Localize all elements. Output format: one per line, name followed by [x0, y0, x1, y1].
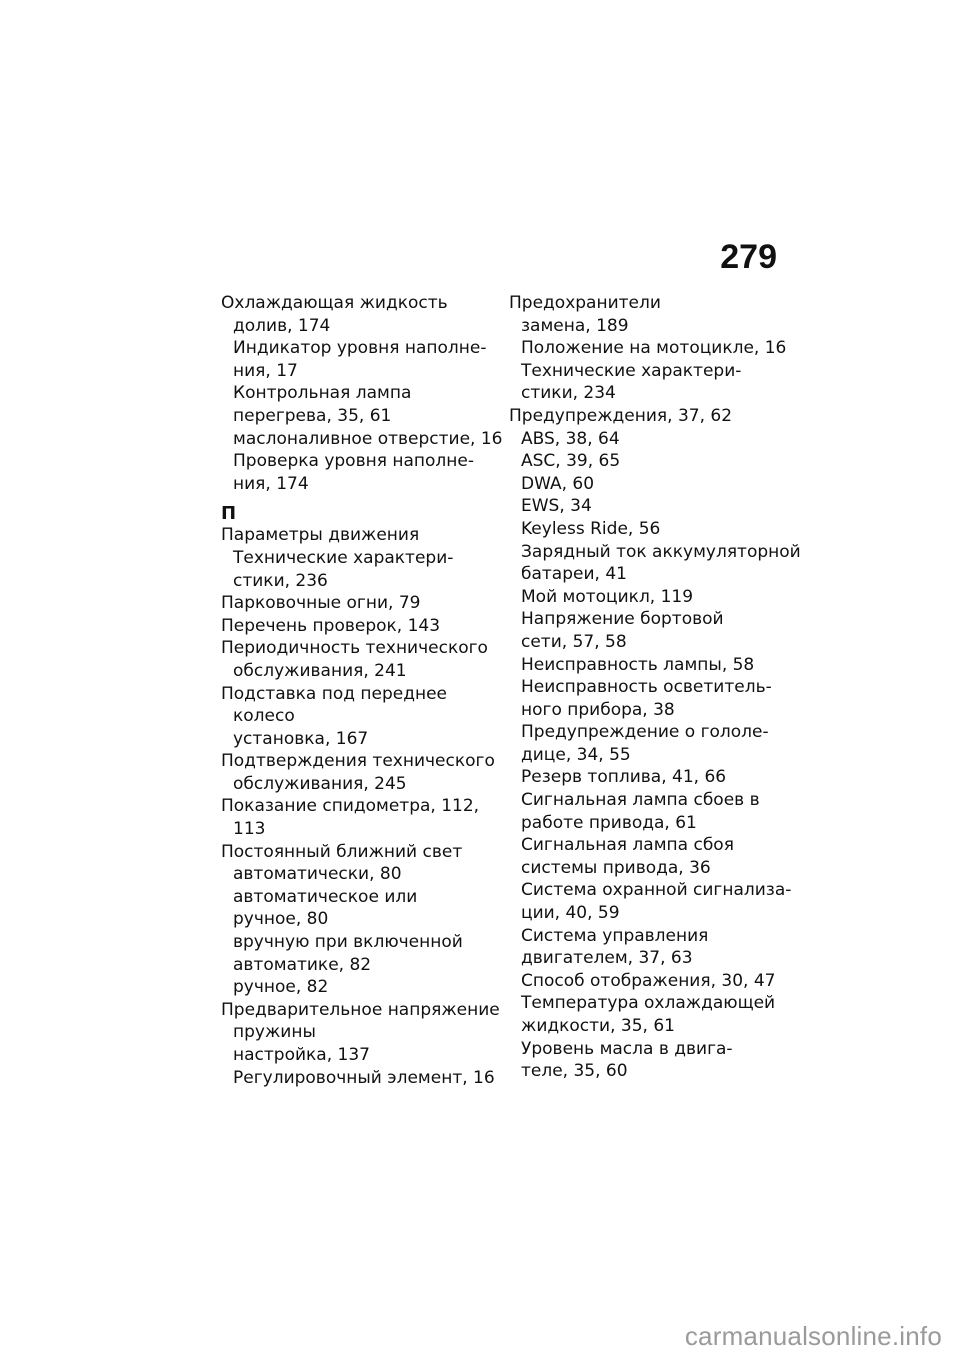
- index-subentry: 113: [233, 819, 266, 840]
- index-subentry: стики, 234: [521, 383, 616, 404]
- index-subentry: обслуживания, 245: [233, 773, 407, 794]
- section-letter-heading: П: [221, 503, 237, 525]
- index-column-right: [509, 292, 801, 1083]
- index-subentry: ного прибора, 38: [521, 699, 675, 720]
- index-subentry: дице, 34, 55: [521, 744, 631, 765]
- index-subentry: жидкости, 35, 61: [521, 1016, 675, 1036]
- index-entry: Предупреждения, 37, 62: [509, 405, 733, 426]
- index-entry: Предварительное напряжение: [221, 999, 500, 1020]
- index-entry: Показание спидометра, 112,: [221, 796, 480, 817]
- index-subentry: ручное, 82: [233, 977, 329, 998]
- index-subentry: Проверка уровня наполне-: [233, 451, 474, 472]
- index-entry: Перечень проверок, 143: [221, 615, 441, 636]
- watermark-text: carmanualsonline.info: [684, 1321, 942, 1351]
- index-subentry: Технические характери-: [521, 360, 742, 381]
- index-subentry: Сигнальная лампа сбоев в: [521, 790, 760, 811]
- index-subentry: автоматике, 82: [233, 954, 372, 975]
- index-subentry: двигателем, 37, 63: [521, 948, 693, 969]
- index-entry: Подтверждения технического: [221, 751, 495, 772]
- index-subentry: Резерв топлива, 41, 66: [521, 767, 727, 788]
- index-subentry: Зарядный ток аккумуляторной: [521, 541, 801, 562]
- index-subentry: ния, 17: [233, 360, 298, 381]
- index-subentry: DWA, 60: [521, 473, 595, 494]
- index-subentry: обслуживания, 241: [233, 660, 407, 681]
- index-subentry: Неисправность осветитель-: [521, 677, 772, 698]
- index-subentry: Система охранной сигнализа-: [521, 880, 792, 901]
- index-entry: Охлаждающая жидкость: [221, 293, 448, 313]
- index-subentry: Уровень масла в двига-: [521, 1038, 733, 1059]
- index-subentry: Технические характери-: [233, 547, 454, 568]
- index-subentry: Keyless Ride, 56: [521, 518, 661, 539]
- index-subentry: EWS, 34: [521, 496, 592, 517]
- index-subentry: ручное, 80: [233, 909, 329, 930]
- page-number: 279: [720, 238, 777, 276]
- index-subentry: работе привода, 61: [521, 812, 697, 833]
- index-subentry: перегрева, 35, 61: [233, 405, 392, 426]
- index-entry: Периодичность технического: [221, 638, 488, 659]
- index-subentry: Система управления: [521, 925, 709, 946]
- index-entry: Постоянный ближний свет: [221, 841, 463, 862]
- index-subentry: вручную при включенной: [233, 932, 463, 953]
- index-entry: Подставка под переднее: [221, 683, 447, 704]
- index-subentry: Регулировочный элемент, 16: [233, 1067, 495, 1088]
- index-subentry: пружины: [233, 1022, 316, 1043]
- index-subentry: ASC, 39, 65: [521, 451, 621, 472]
- index-subentry: сети, 57, 58: [521, 631, 627, 652]
- index-subentry: колесо: [233, 706, 295, 727]
- index-subentry: Способ отображения, 30, 47: [521, 970, 776, 991]
- index-subentry: системы привода, 36: [521, 857, 711, 878]
- index-subentry: автоматическое или: [233, 886, 418, 907]
- index-column-left: [221, 292, 503, 1089]
- index-entry: Предохранители: [509, 293, 661, 313]
- index-subentry: настройка, 137: [233, 1045, 370, 1065]
- index-subentry: Мой мотоцикл, 119: [521, 586, 694, 607]
- index-subentry: Положение на мотоцикле, 16: [521, 338, 787, 359]
- index-subentry: Неисправность лампы, 58: [521, 654, 755, 675]
- index-subentry: теле, 35, 60: [521, 1061, 628, 1082]
- index-subentry: установка, 167: [233, 728, 369, 749]
- index-subentry: Контрольная лампа: [233, 383, 412, 404]
- index-entry: Парковочные огни, 79: [221, 593, 421, 614]
- index-subentry: Сигнальная лампа сбоя: [521, 835, 734, 856]
- index-subentry: ции, 40, 59: [521, 903, 620, 924]
- index-subentry: маслоналивное отверстие, 16: [233, 428, 503, 449]
- index-subentry: стики, 236: [233, 570, 328, 591]
- index-subentry: Предупреждение о гололе-: [521, 722, 769, 743]
- index-subentry: автоматически, 80: [233, 864, 402, 885]
- index-subentry: долив, 174: [233, 315, 331, 336]
- index-subentry: замена, 189: [521, 315, 629, 336]
- index-subentry: батареи, 41: [521, 564, 627, 585]
- index-entry: Параметры движения: [221, 525, 420, 546]
- index-subentry: ния, 174: [233, 473, 309, 494]
- index-subentry: Индикатор уровня наполне-: [233, 338, 487, 359]
- index-subentry: ABS, 38, 64: [521, 428, 620, 449]
- index-subentry: Температура охлаждающей: [521, 993, 776, 1014]
- index-subentry: Напряжение бортовой: [521, 609, 724, 630]
